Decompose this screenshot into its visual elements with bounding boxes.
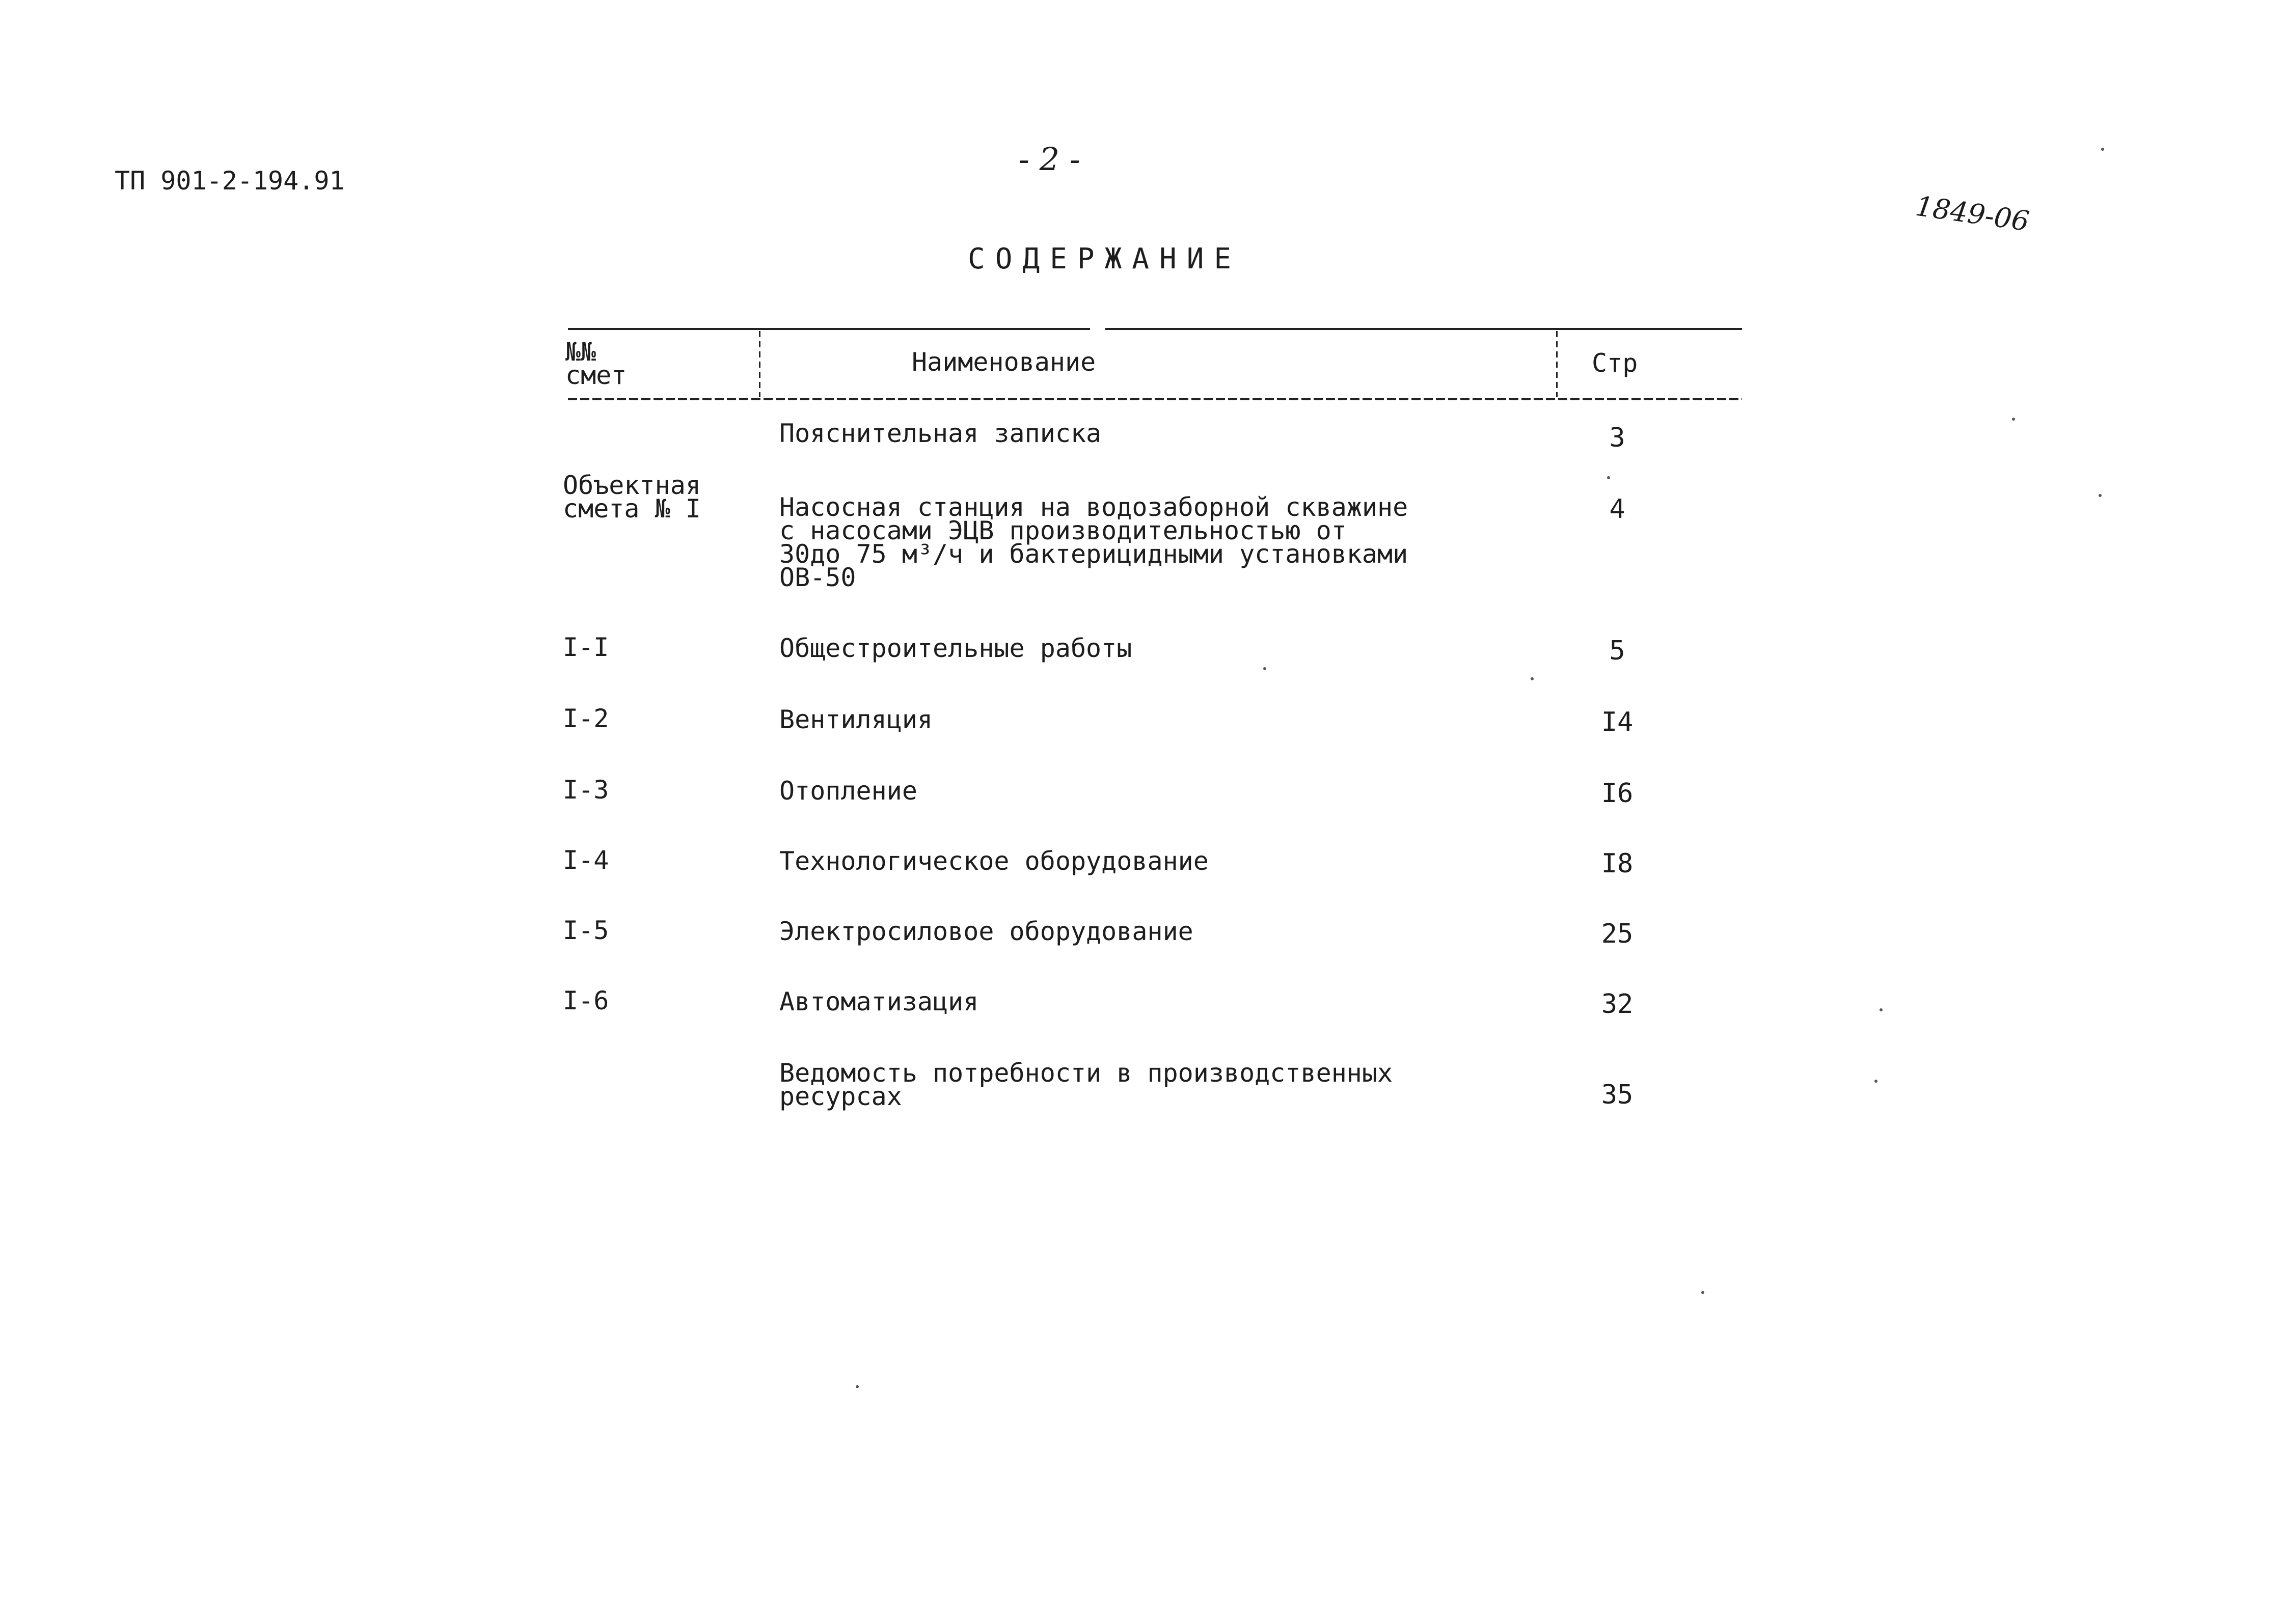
row-page: I4 [1601,707,1634,737]
scan-speck [2099,494,2102,497]
page-title: СОДЕРЖАНИЕ [968,242,1242,276]
column-header-name: Наименование [912,347,1096,377]
row-name: Технологическое оборудование [779,846,1209,876]
document-code: ТП 901-2-194.91 [115,166,345,196]
row-page: 25 [1601,919,1634,949]
row-page: I6 [1601,778,1634,809]
row-code: I-3 [563,775,609,805]
row-page: 3 [1609,423,1625,453]
row-name: Отопление [779,776,917,806]
column-header-number: №№ смет [565,337,627,390]
scan-speck [1263,667,1266,670]
column-divider-1 [759,331,760,397]
table-top-rule-left [568,328,1090,330]
row-page: 4 [1609,494,1625,525]
table-top-rule-right [1105,328,1742,330]
column-header-page: Стр [1592,348,1638,378]
row-name: Вентиляция [779,705,933,734]
row-name: Общестроительные работы [779,634,1132,663]
scan-speck [1531,677,1534,680]
row-name: Насосная станция на водозаборной скважине с насосами ЭЦВ производительностью от 30до 75 м³/ч и бактерицидными установками ОВ-50 [779,492,1408,592]
row-code: I-6 [563,986,609,1015]
row-code: I-I [563,632,609,662]
scan-speck [1880,1008,1883,1011]
column-divider-2 [1556,331,1558,397]
scan-speck [2012,418,2015,421]
row-code: Объектная смета № I [563,471,701,524]
row-page: 5 [1609,636,1625,666]
scan-speck [2101,148,2104,151]
scan-speck [1607,476,1610,479]
row-page: I8 [1601,848,1634,879]
scan-speck [856,1385,859,1388]
row-name: Пояснительная записка [779,419,1102,448]
page-number: - 2 - [1019,141,1080,178]
row-name: Электросиловое оборудование [779,917,1193,946]
row-page: 32 [1601,989,1634,1020]
row-code: I-2 [563,704,609,733]
table-header-rule [568,398,1742,400]
handwritten-number: 1849-06 [1913,189,2031,238]
row-name: Ведомость потребности в производственных ресурсах [779,1058,1393,1111]
row-name: Автоматизация [779,987,979,1016]
scan-speck [1701,1291,1704,1294]
scan-speck [1874,1080,1877,1083]
row-page: 35 [1601,1080,1634,1110]
row-code: I-4 [563,845,609,875]
row-code: I-5 [563,916,609,945]
